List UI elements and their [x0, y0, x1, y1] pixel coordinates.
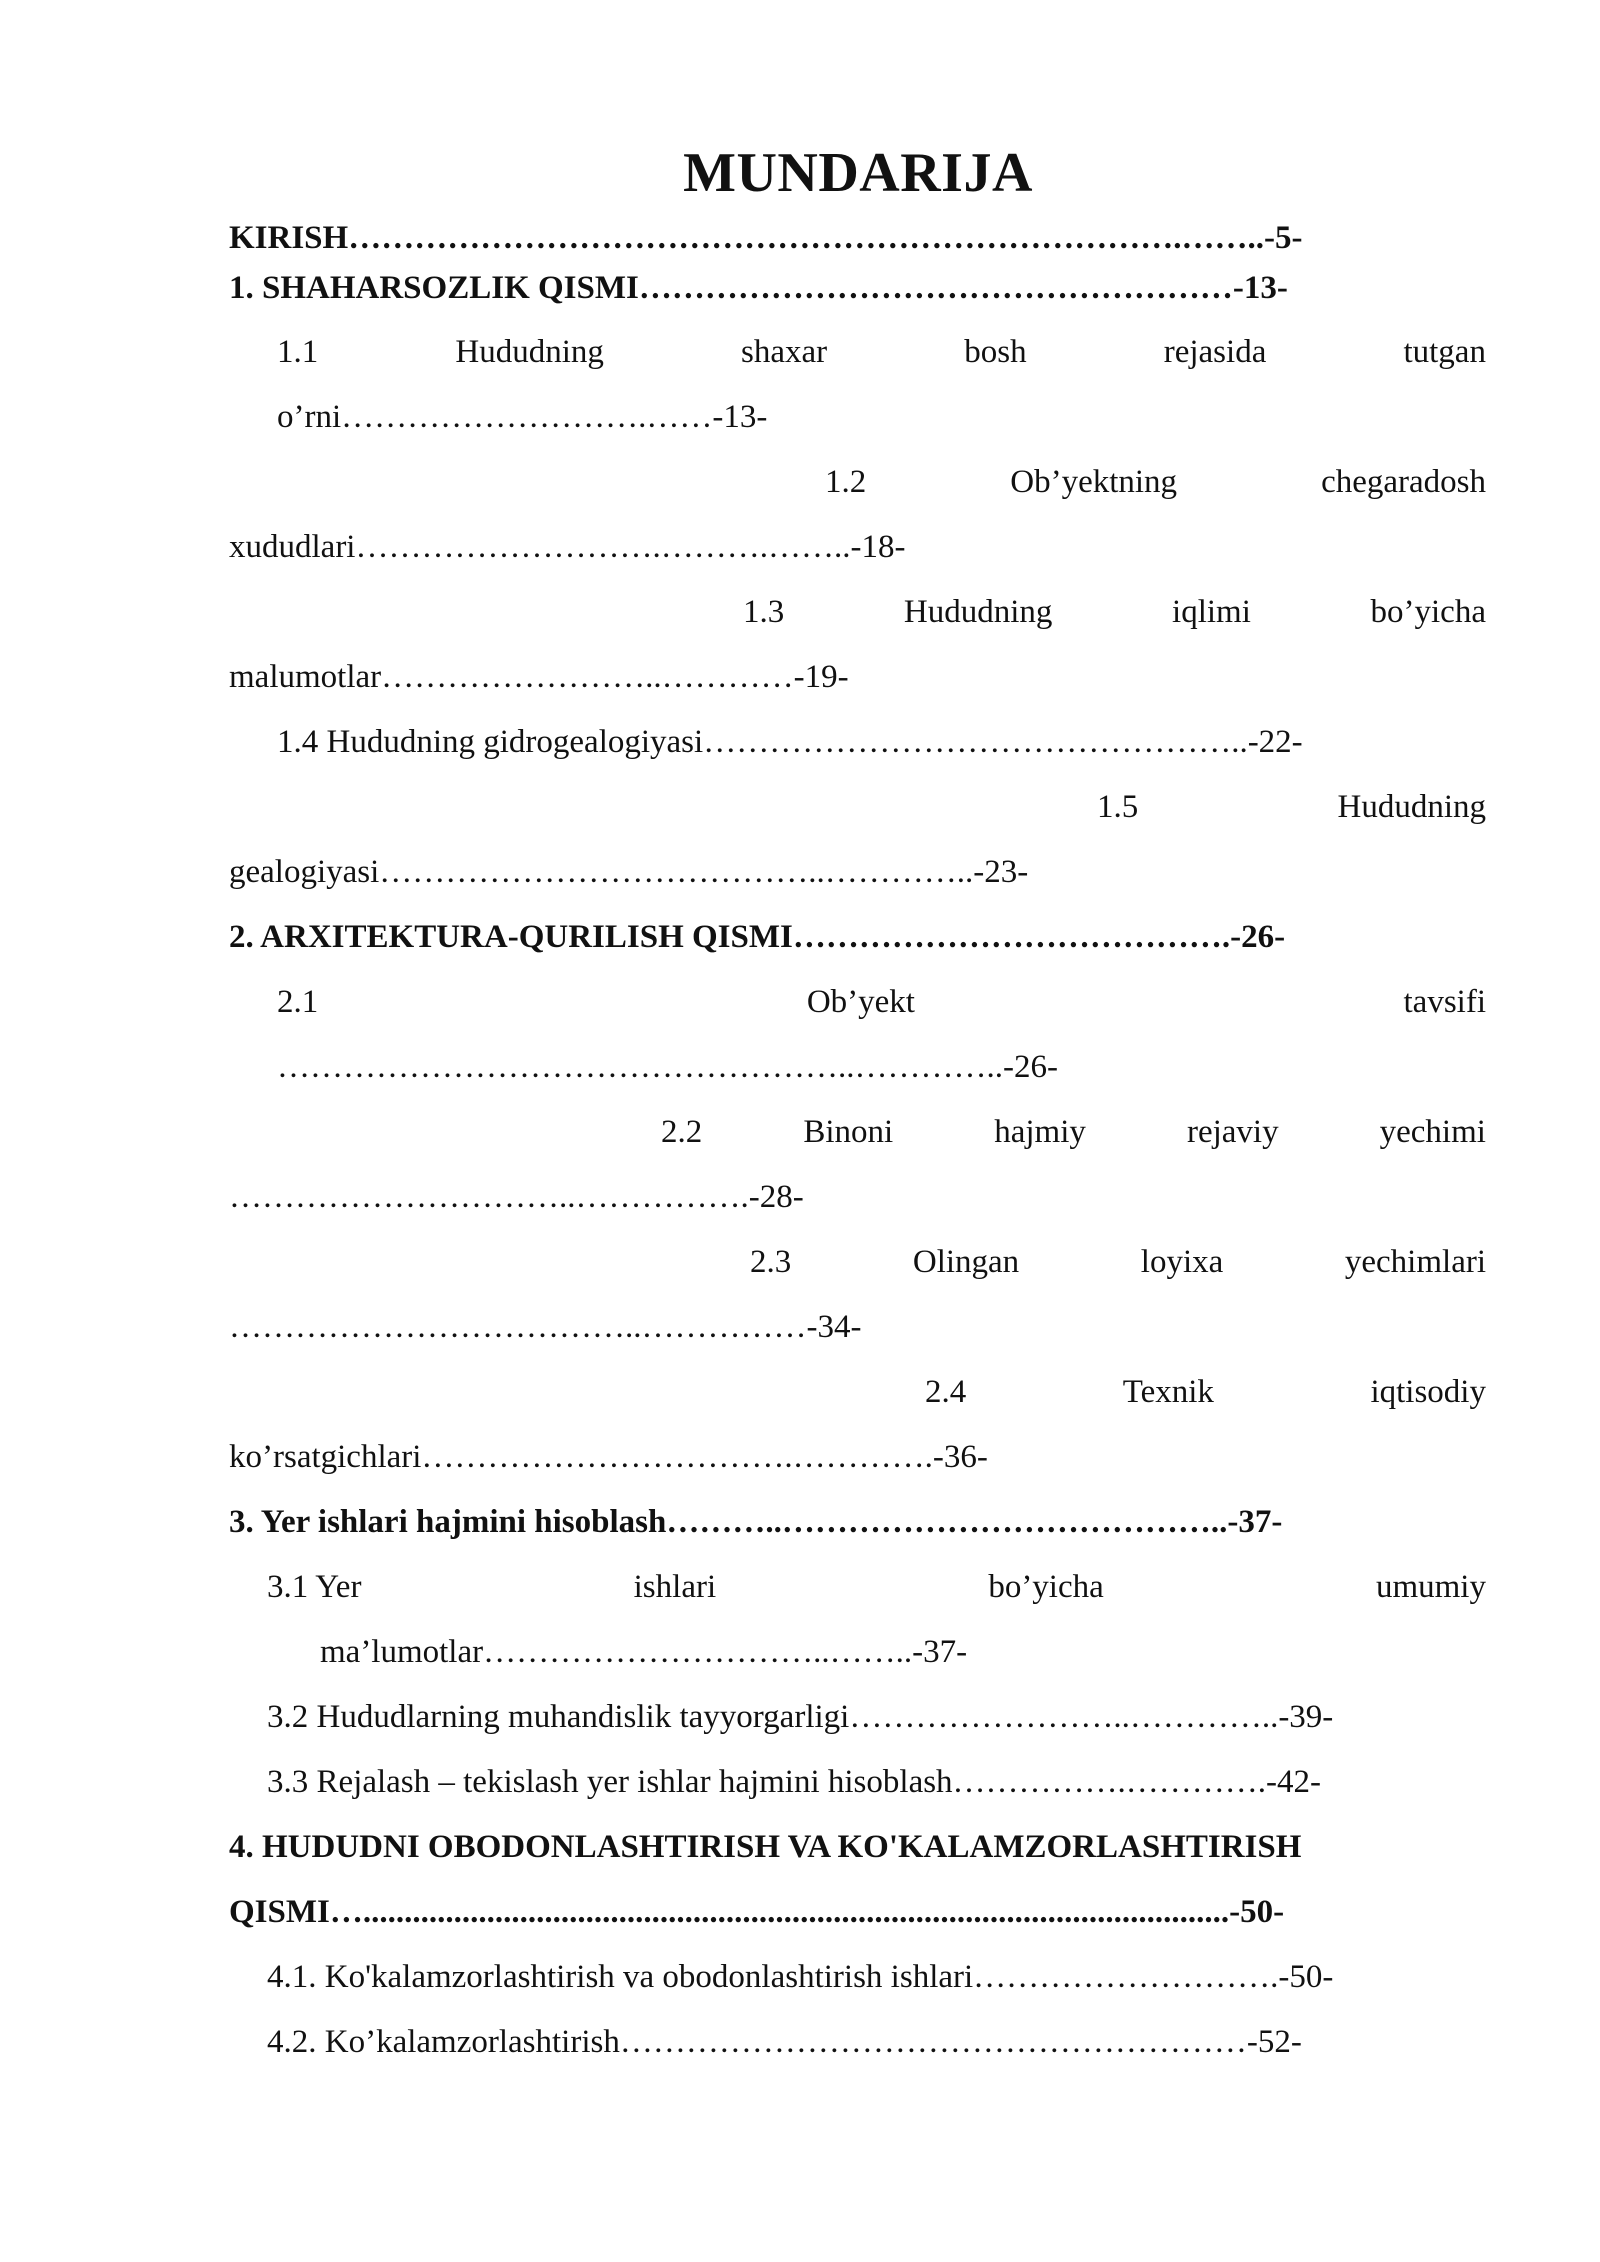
toc-entry-1-5-continued: gealogiyasi…………………………………..…………..-23-: [229, 854, 1029, 890]
toc-entry-1-3-continued: malumotlar……………………..…………-19-: [229, 659, 849, 695]
toc-word: Texnik: [1122, 1374, 1214, 1410]
toc-entry-3-3: 3.3 Rejalash – tekislash yer ishlar hajmini hisoblash…………….………….-42-: [267, 1764, 1322, 1800]
toc-word: 1.3: [743, 594, 785, 630]
toc-word: bo’yicha: [988, 1569, 1104, 1605]
toc-word: bo’yicha: [1370, 594, 1486, 630]
toc-word: Hududning: [903, 594, 1053, 630]
toc-entry-3-2: 3.2 Hududlarning muhandislik tayyorgarligi……………………..…………..-39-: [267, 1699, 1334, 1735]
toc-word: rejaviy: [1186, 1114, 1279, 1150]
toc-entry-1-2: [825, 460, 1486, 504]
toc-word: bosh: [964, 334, 1027, 370]
toc-word: Binoni: [803, 1114, 894, 1150]
toc-entry-1-3: [743, 590, 1486, 634]
toc-word: 2.1: [277, 984, 319, 1020]
toc-entry-4-2: 4.2. Ko’kalamzorlashtirish…………………………………………………-52-: [267, 2024, 1302, 2060]
toc-word: 3.1 Yer: [267, 1569, 362, 1605]
toc-word: rejasida: [1163, 334, 1267, 370]
toc-entry-section-2: 2. ARXITEKTURA-QURILISH QISMI………………………………….-26-: [229, 919, 1286, 955]
toc-entry-2-1: [277, 980, 1486, 1024]
toc-word: iqtisodiy: [1370, 1374, 1486, 1410]
toc-entry-section-1: 1. SHAHARSOZLIK QISMI………………………………………………-13-: [229, 270, 1288, 306]
toc-entry-kirish: KIRISH………………………………………………………………….……..-5-: [229, 220, 1303, 256]
toc-entry-2-2: [661, 1110, 1486, 1154]
toc-word: hajmiy: [994, 1114, 1086, 1150]
toc-entry-1-5: [1097, 785, 1486, 829]
toc-word: Ob’yekt: [806, 984, 915, 1020]
toc-word: Ob’yektning: [1010, 464, 1178, 500]
toc-entry-2-3: [750, 1240, 1486, 1284]
toc-entry-section-3: 3. Yer ishlari hajmini hisoblash………..…………………………………..-37-: [229, 1504, 1283, 1540]
toc-word: Hududning: [455, 334, 604, 370]
toc-entry-1-1-continued: o’rni……………………….……-13-: [277, 399, 768, 435]
toc-word: 2.2: [661, 1114, 703, 1150]
toc-word: iqlimi: [1172, 594, 1251, 630]
toc-word: ishlari: [633, 1569, 717, 1605]
toc-word: 1.5: [1097, 789, 1139, 825]
page-title: MUNDARIJA: [683, 142, 1033, 204]
toc-entry-1-2-continued: xududlari……………………….……….……..-18-: [229, 529, 906, 565]
toc-entry-2-2-continued: …………………………..…………….-28-: [229, 1179, 804, 1215]
toc-entry-section-4: 4. HUDUDNI OBODONLASHTIRISH VA KO'KALAMZORLASHTIRISH: [229, 1829, 1302, 1865]
toc-entry-3-1: [267, 1565, 1486, 1609]
toc-entry-4-1: 4.1. Ko'kalamzorlashtirish va obodonlashtirish ishlari……………………….-50-: [267, 1959, 1334, 1995]
toc-entry-2-3-continued: ………………………………..……………-34-: [229, 1309, 862, 1345]
toc-entry-2-4: [925, 1370, 1486, 1414]
toc-word: Hududning: [1337, 789, 1486, 825]
toc-word: umumiy: [1375, 1569, 1486, 1605]
toc-word: tutgan: [1403, 334, 1486, 370]
toc-word: 2.4: [925, 1374, 967, 1410]
toc-word: tavsifi: [1403, 984, 1486, 1020]
toc-word: yechimlari: [1344, 1244, 1486, 1280]
toc-entry-1-1: [277, 330, 1486, 374]
toc-entry-2-1-continued: ……………………………………………..…………..-26-: [277, 1049, 1058, 1085]
toc-word: 1.1: [277, 334, 319, 370]
toc-word: loyixa: [1140, 1244, 1224, 1280]
toc-word: yechimi: [1379, 1114, 1486, 1150]
toc-word: shaxar: [741, 334, 828, 370]
toc-word: chegaradosh: [1321, 464, 1486, 500]
toc-entry-section-4-continued: QISMI….........................................................................................................-50-: [229, 1894, 1285, 1930]
toc-entry-1-4: 1.4 Hududning gidrogealogiyasi…………………………………………..-22-: [277, 724, 1303, 760]
toc-entry-2-4-continued: ko’rsatgichlari…………………………….………….-36-: [229, 1439, 988, 1475]
toc-word: Olingan: [912, 1244, 1020, 1280]
toc-entry-3-1-continued: ma’lumotlar…………………………..……..-37-: [320, 1634, 968, 1670]
toc-word: 1.2: [825, 464, 867, 500]
toc-word: 2.3: [750, 1244, 792, 1280]
